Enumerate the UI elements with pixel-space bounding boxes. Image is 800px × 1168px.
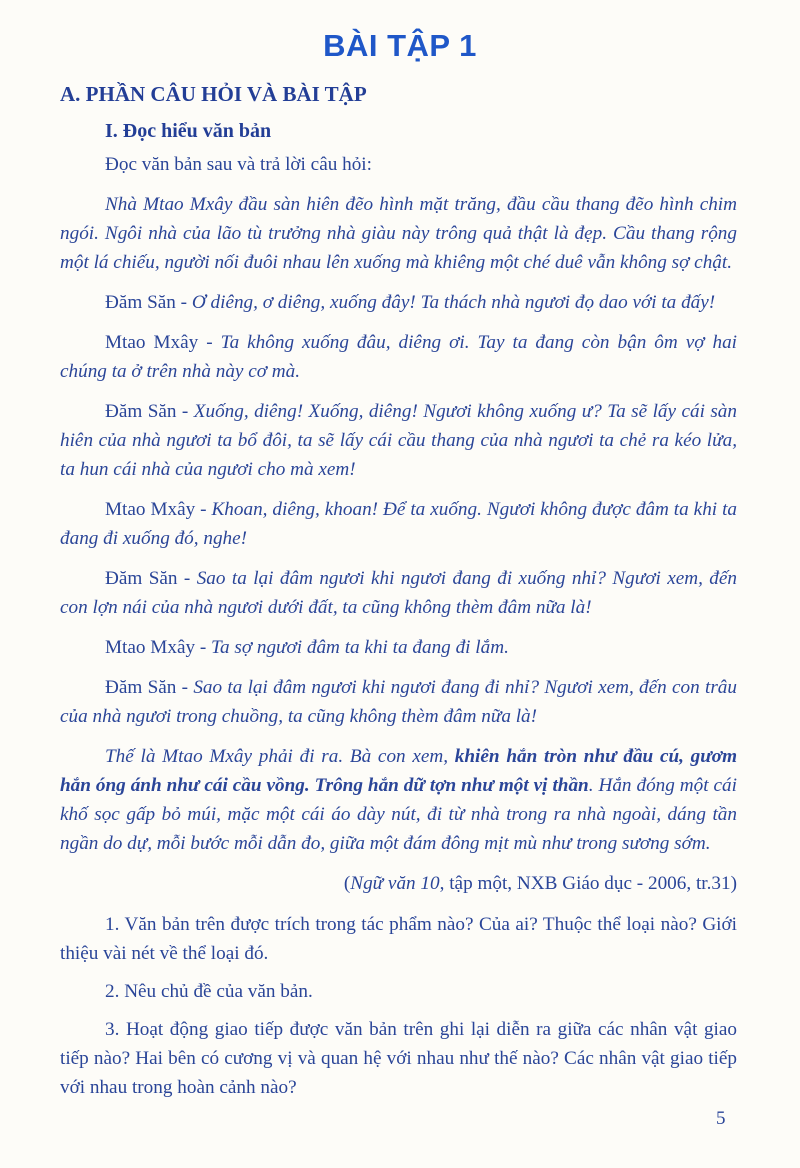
source-open: (	[343, 873, 351, 894]
dialogue-line-3	[60, 397, 737, 484]
speech: Xuống, diêng! Xuống, diêng! Ngươi không xuống ư? Ta sẽ lấy cái sàn hiên của nhà ngươi ta bổ đôi, ta sẽ lấy cái cầu thang của nhà ngươi ta chẻ ra kéo lửa, ta hun cái nhà của ngươi cho mà xem!	[60, 401, 737, 480]
question-2: 2. Nêu chủ đề của văn bản.	[105, 981, 313, 1002]
instruction-text: Đọc văn bản sau và trả lời câu hỏi:	[105, 154, 372, 175]
passage-last-emphasis: khiên hắn tròn như đầu cú, gươm hắn óng ánh như cái cầu vồng. Trông hắn dữ tợn như một vị thần	[60, 746, 737, 796]
dialogue-line-1	[60, 288, 737, 317]
source-citation	[60, 869, 737, 898]
speaker: Đăm Săn -	[105, 568, 197, 589]
speech: Ta không xuống đâu, diêng ơi. Tay ta đang còn bận ôm vợ hai chúng ta ở trên nhà này cơ mà.	[60, 332, 738, 382]
question-1: 1. Văn bản trên được trích trong tác phẩm nào? Của ai? Thuộc thể loại nào? Giới thiệu vài nét về thể loại đó.	[60, 914, 737, 964]
speaker: Mtao Mxây -	[105, 637, 212, 658]
page-title: BÀI TẬP 1	[323, 28, 477, 63]
passage-paragraph-1: Nhà Mtao Mxây đầu sàn hiên đẽo hình mặt trăng, đầu cầu thang đẽo hình chim ngói. Ngôi nhà của lão tù trưởng nhà giàu này trông quả thật là đẹp. Cầu thang rộng một lá chiếu, người nối đuôi nhau lên xuống mà khiêng một ché duê vẫn không sợ chật.	[60, 194, 737, 273]
speaker: Đăm Săn -	[105, 401, 194, 422]
speaker: Đăm Săn -	[105, 677, 194, 698]
question-3: 3. Hoạt động giao tiếp được văn bản trên ghi lại diễn ra giữa các nhân vật giao tiếp nào? Hai bên có cương vị và quan hệ với nhau như thế nào? Các nhân vật giao tiếp với nhau trong hoàn cảnh nào?	[60, 1019, 737, 1098]
dialogue-line-2	[60, 328, 737, 386]
speaker: Mtao Mxây -	[105, 499, 212, 520]
dialogue-line-4	[60, 495, 737, 553]
passage-last-a: Thế là Mtao Mxây phải đi ra. Bà con xem,	[105, 746, 455, 767]
speech: Sao ta lại đâm ngươi khi ngươi đang đi xuống nhỉ? Ngươi xem, đến con lợn nái của nhà ngươi dưới đất, ta cũng không thèm đâm nữa là!	[60, 568, 738, 618]
subsection-heading: I. Đọc hiểu văn bản	[105, 120, 272, 142]
speech: Ơ diêng, ơ diêng, xuống đây! Ta thách nhà ngươi đọ dao với ta đấy!	[191, 292, 716, 313]
source-rest: , tập một, NXB Giáo dục - 2006, tr.31)	[439, 873, 737, 894]
speech: Ta sợ ngươi đâm ta khi ta đang đi lắm.	[211, 637, 509, 658]
speech: Sao ta lại đâm ngươi khi ngươi đang đi nhỉ? Ngươi xem, đến con trâu của nhà ngươi trong chuồng, ta cũng không thèm đâm nữa là!	[60, 677, 737, 727]
section-heading: A. PHẦN CÂU HỎI VÀ BÀI TẬP	[60, 82, 367, 106]
source-book: Ngữ văn 10	[350, 873, 440, 894]
passage-paragraph-last	[60, 742, 737, 858]
dialogue-line-7	[60, 673, 737, 731]
speech: Khoan, diêng, khoan! Để ta xuống. Ngươi không được đâm ta khi ta đang đi xuống đó, nghe!	[60, 499, 737, 549]
dialogue-line-6	[60, 633, 737, 662]
speaker: Đăm Săn -	[105, 292, 192, 313]
dialogue-line-5	[60, 564, 737, 622]
page-number: 5	[716, 1108, 726, 1129]
passage-last-c: . Hắn đóng một cái khố sọc gấp bỏ múi, mặc một cái áo dày nút, đi từ nhà trong ra nhà ngoài, dáng tần ngần do dự, mỗi bước mỗi dẫn đo, giữa một đám đông mịt mù như trong sương sớm.	[60, 775, 737, 854]
body-text	[60, 150, 737, 1111]
speaker: Mtao Mxây -	[105, 332, 221, 353]
